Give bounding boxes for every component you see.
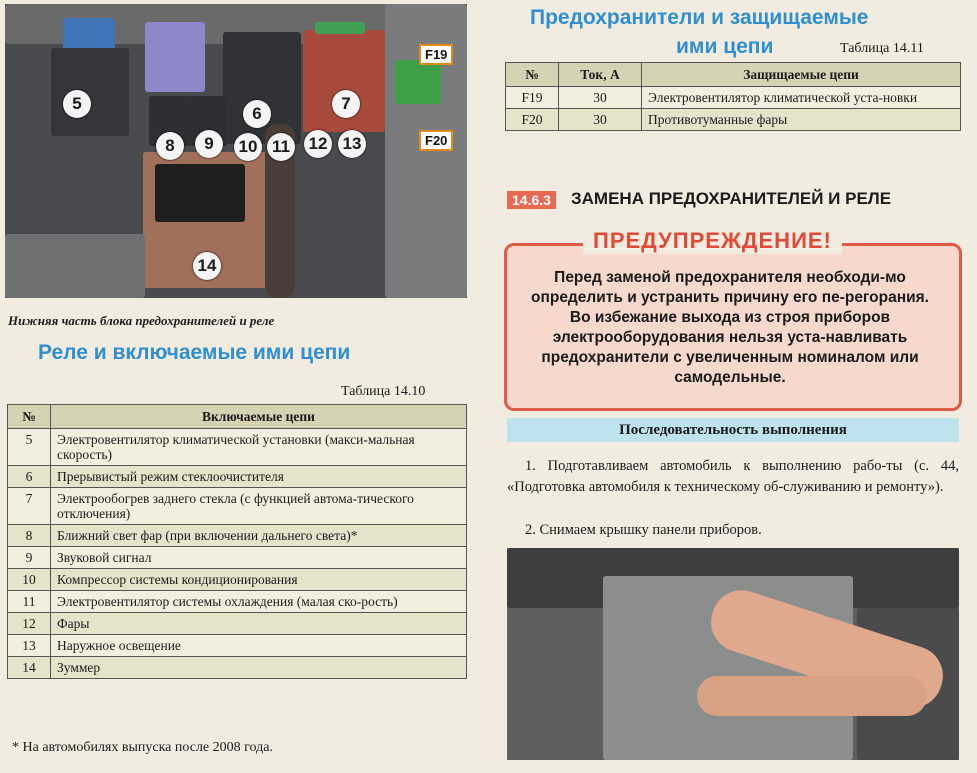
relay-label-10: 10: [234, 133, 262, 161]
relay-label-12: 12: [304, 130, 332, 158]
relay-circuit: Электровентилятор климатической установки (макси-мальная скорость): [51, 429, 467, 466]
photo-caption: Нижняя часть блока предохранителей и реле: [8, 313, 275, 328]
table-row: [506, 87, 961, 109]
step-1: 1. Подготавливаем автомобиль к выполнению рабо-ты (с. 44, «Подготовка автомобиля к техническому об-служиванию и ремонту»).: [507, 458, 959, 495]
relay-circuit: Электровентилятор системы охлаждения (малая ско-рость): [51, 591, 467, 613]
table-row: [8, 591, 467, 613]
fuse-current: 30: [559, 87, 642, 109]
fuse-label-f19: F19: [419, 44, 453, 65]
relay-number: 6: [8, 466, 51, 488]
relay-5: [51, 48, 129, 136]
fuses-heading-line2: ими цепи: [676, 35, 774, 58]
purple-connector: [145, 22, 205, 92]
col-number-header: №: [8, 405, 51, 429]
relays-table-body: [8, 429, 467, 679]
relay-label-11: 11: [267, 133, 295, 161]
table-14-10-name: Таблица 14.10: [341, 384, 426, 399]
table-row: [8, 635, 467, 657]
col-fuse-number-header: №: [506, 63, 559, 87]
relay-number: 8: [8, 525, 51, 547]
relay-label-13: 13: [338, 130, 366, 158]
relays-heading: Реле и включаемые ими цепи: [38, 341, 351, 364]
fuse-current: 30: [559, 109, 642, 131]
table-row: [506, 109, 961, 131]
footnote: * На автомобилях выпуска после 2008 года.: [12, 740, 273, 755]
relay-circuit: Прерывистый режим стеклоочистителя: [51, 466, 467, 488]
relay-circuit: Ближний свет фар (при включении дальнего света)*: [51, 525, 467, 547]
relay-circuit: Фары: [51, 613, 467, 635]
section-number: 14.6.3: [507, 191, 556, 209]
fuse-circuit: Противотуманные фары: [642, 109, 961, 131]
relay-label-5: 5: [63, 90, 91, 118]
relay-circuit: Зуммер: [51, 657, 467, 679]
fuse-box-photo: [5, 4, 467, 298]
table-row: [8, 613, 467, 635]
table-row: [8, 657, 467, 679]
table-row: [8, 525, 467, 547]
relay-number: 10: [8, 569, 51, 591]
table-row: [8, 547, 467, 569]
relay-label-9: 9: [195, 130, 223, 158]
table-14-11-name: Таблица 14.11: [840, 41, 924, 56]
warning-text: Перед заменой предохранителя необходи-мо определить и устранить причину его пе-регорания. Во избежание выхода из строя приборов электрооборудования нельзя уста-навливать предохранители с увеличенным номиналом или самодельные.: [531, 269, 929, 386]
relay-label-7: 7: [332, 90, 360, 118]
relay-number: 13: [8, 635, 51, 657]
relay-label-6: 6: [243, 100, 271, 128]
section-title: ЗАМЕНА ПРЕДОХРАНИТЕЛЕЙ И РЕЛЕ: [571, 189, 892, 208]
relay-label-8: 8: [156, 132, 184, 160]
col-current-header: Ток, А: [559, 63, 642, 87]
fuses-table: [505, 62, 961, 131]
relay-number: 9: [8, 547, 51, 569]
green-fuses: [395, 60, 441, 104]
relay-circuit: Звуковой сигнал: [51, 547, 467, 569]
relay-number: 14: [8, 657, 51, 679]
relay-circuit: Наружное освещение: [51, 635, 467, 657]
fuse-label-f20: F20: [419, 130, 453, 151]
relay-circuit: Компрессор системы кондиционирования: [51, 569, 467, 591]
table-row: [8, 488, 467, 525]
fuse-number: F20: [506, 109, 559, 131]
col-protected-header: Защищаемые цепи: [642, 63, 961, 87]
fuse-number: F19: [506, 87, 559, 109]
table-row: [8, 569, 467, 591]
col-circuits-header: Включаемые цепи: [51, 405, 467, 429]
warning-title: ПРЕДУПРЕЖДЕНИЕ!: [583, 228, 842, 254]
relay-number: 7: [8, 488, 51, 525]
relay-number: 5: [8, 429, 51, 466]
relay-number: 11: [8, 591, 51, 613]
sequence-title: Последовательность выполнения: [507, 418, 959, 442]
fuse-circuit: Электровентилятор климатической уста-новки: [642, 87, 961, 109]
table-row: [8, 466, 467, 488]
dashboard-cover-photo: [507, 548, 959, 760]
relay-label-14: 14: [193, 252, 221, 280]
fuses-heading-line1: Предохранители и защищаемые: [530, 6, 869, 29]
table-row: [8, 429, 467, 466]
relay-number: 12: [8, 613, 51, 635]
relay-circuit: Электрообогрев заднего стекла (с функцией автома-тического отключения): [51, 488, 467, 525]
relays-table: [7, 404, 467, 679]
step-2: 2. Снимаем крышку панели приборов.: [525, 522, 762, 538]
